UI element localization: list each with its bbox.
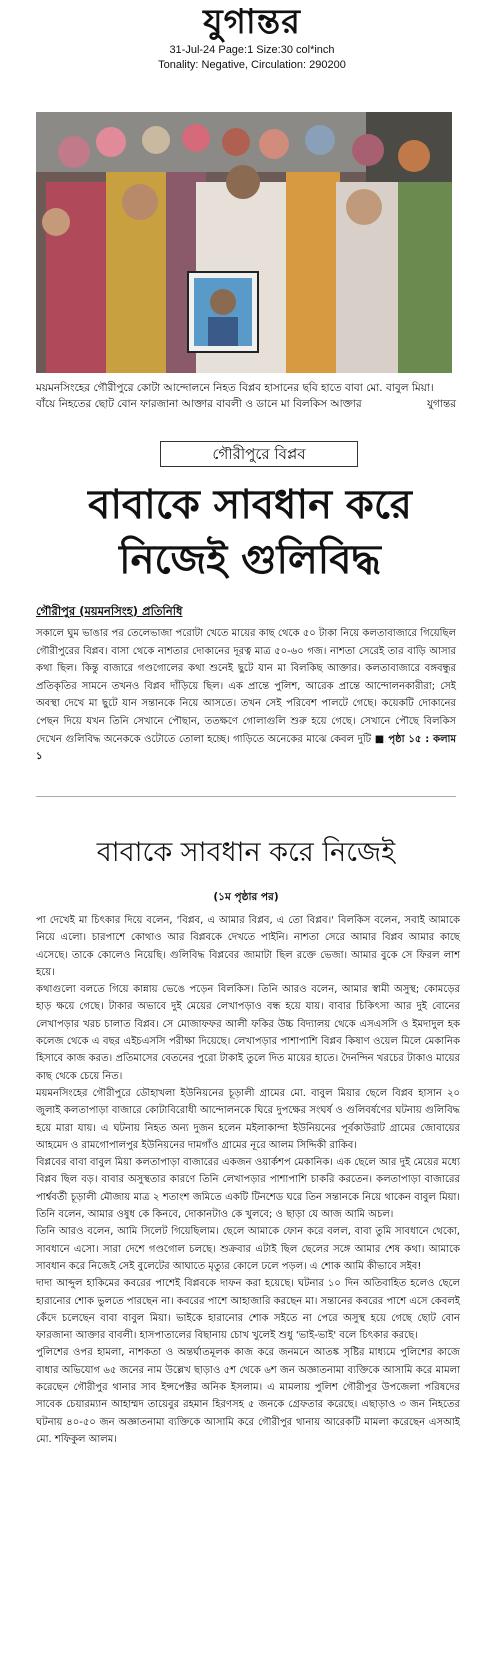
continuation-headline: বাবাকে সাবধান করে নিজেই — [96, 837, 396, 868]
byline: গৌরীপুর (ময়মনসিংহ) প্রতিনিধি — [36, 604, 183, 618]
headline — [30, 478, 470, 588]
paragraph: দাদা আব্দুল হাকিমের কবরের পাশেই বিপ্লবকে দাফন করা হয়েছে। ঘটনার ১০ দিন অতিবাহিত হলেও ছেলে হারানোর শোক ভুলতে পারছেন না। কবরের পাশে আহাজারি করছেন মা। সন্তানের কবরের পাশে এসে কেবলই কেঁদে চলেছেন বাবা বাবুল মিয়া। ভাইকে হারানোর শোক সইতে না পেরে অসুস্থ হয়ে গেছে ছোট বোন ফারজানা আক্তার বাবলী। হাসপাতালের বিছানায় চোখ খুলেই শুধু 'ভাই-ভাই' বলে চিৎকার করছে। — [36, 1278, 460, 1342]
headline-line-2: নিজেই গুলিবিদ্ধ — [119, 537, 381, 583]
article-continuation — [36, 912, 460, 1448]
jump-reference: ■ পৃষ্ঠা ১৫ : কলাম ১ — [36, 733, 457, 763]
paragraph: তিনি আরও বলেন, আমি সিলেট গিয়েছিলাম। ছেলে আমাকে ফোন করে বলল, বাবা তুমি সাবধানে থেকো, সাবধানে এসো। সারা দেশে গণ্ডগোল চলছে। শুক্রবার এটাই ছিল ছেলের সঙ্গে আমার শেষ কথা। আমাকে সাবধান করে নিজেই সেই বুলেটের আঘাতে মৃত্যুর কোলে ঢলে পড়ল। এ শোক আমি কীভাবে সইব! — [36, 1226, 460, 1272]
photo-caption — [36, 380, 456, 412]
paragraph: ময়মনসিংহের গৌরীপুরে ডৌহাখলা ইউনিয়নের চূড়ালী গ্রামের মো. বাবুল মিয়ার ছেলে বিপ্লব হাসান ২০ জুলাই কলতাপাড়া বাজারে কোটাবিরোধী আন্দোলনকে ঘিরে দুপক্ষের সংঘর্ষ ও গুলিবর্ষণের ঘটনায় গুলিবিদ্ধ হয়ে মারা যায়। এ ঘটনায় নিহত অন্য দুজন হলেন মইলাকান্দা ইউনিয়নের পূর্বকাউরাট গ্রামের জোবায়ের আহমেদ ও রামগোপালপুর ইউনিয়নের দামগাঁও গ্রামের নূরে আলম সিদ্দিকী রাকিব। — [36, 1087, 460, 1151]
kicker: গৌরীপুরে বিপ্লব — [160, 441, 358, 467]
headline-line-1: বাবাকে সাবধান করে — [88, 482, 412, 528]
caption-credit: যুগান্তর — [427, 398, 456, 410]
news-photo — [36, 112, 452, 373]
masthead: যুগান্তর — [203, 2, 301, 42]
article-lead — [36, 625, 456, 766]
caption-text: ময়মনসিংহের গৌরীপুরে কোটা আন্দোলনে নিহত বিপ্লব হাসানের ছবি হাতে বাবা মো. বাবুল মিয়া। বাঁয়ে নিহতের ছোট বোন ফারজানা আক্তার বাবলী ও ডানে মা বিলকিস আক্তার — [36, 382, 434, 410]
clipping-meta-size: 31-Jul-24 Page:1 Size:30 col*inch — [169, 44, 335, 56]
paragraph: বিপ্লবের বাবা বাবুল মিয়া কলতাপাড়া বাজারের একজন ওয়ার্কশপ মেকানিক। এক ছেলে আর দুই মেয়ের মধ্যে বিপ্লব ছিল বড়। বাবার অসুস্থতার কারণে তিনি লেখাপড়ার পাশাপাশি চাকরি করতেন। কলতাপাড়া বাজারের পার্শ্ববর্তী চূড়ালী মৌজায় মাত্র ২ শতাংশ জমিতে একটি টিনশেড ঘরে তিন সন্তানকে নিয়ে থাকেন বাবুল মিয়া। তিনি বলেন, আমার ওষুধ কে কিনবে, দোকানটাও কে খুলবে; ও ছাড়া যে আজ আমি অচল। — [36, 1157, 460, 1221]
paragraph: কথাগুলো বলতে গিয়ে কান্নায় ভেঙে পড়েন বিলকিস। তিনি আরও বলেন, আমার স্বামী অসুস্থ; কোমড়ের হাড় ক্ষয়ে গেছে। টাকার অভাবে দুই মেয়ের লেখাপড়াও বন্ধ হয়ে যায়। বাবার চিকিৎসা আর দুই বোনের লেখাপড়ার খরচ চালাত বিপ্লব। সে মোজাফফর আলী ফকির উচ্চ বিদ্যালয় থেকে এসএসসি ও ইমদাদুল হক কলেজ থেকে এ বছর এইচএসসি পরীক্ষা দিয়েছে। লেখাপড়ার পাশাপাশি বিপ্লব কিষাণ ওয়েল মিলে মেকানিক হিসাবে কাজ করত। প্রতিমাসের বেতনের পুরো টাকাই তুলে দিত মায়ের হাতে। দৈনন্দিন খরচের টাকাও মায়ের কাছ থেকে চেয়ে নিত। — [36, 984, 460, 1082]
paragraph: পুলিশের ওপর হামলা, নাশকতা ও অন্তর্ঘাতমূলক কাজ করে জনমনে আতঙ্ক সৃষ্টির মাধ্যমে পুলিশের কাজে বাধার অভিযোগ ৬৫ জনের নাম উল্লেখ ছাড়াও ৫শ থেকে ৬শ জন অজ্ঞাতনামা ব্যক্তিকে আসামি করে মামলা করেছেন গৌরীপুর থানার সাব ইন্সপেক্টর অনিক ইসলাম। এ মামলায় পুলিশ গৌরীপুর উপজেলা পরিষদের সাবেক চেয়ারম্যান আহাম্মদ তায়েবুর রহমান হিরণসহ ৫ জনকে গ্রেফতার করেছে। এছাড়াও ৩ জন নিহতের ঘটনায় ৪০-৫০ জন অজ্ঞাতনামা ব্যক্তিকে আসামি করে গৌরীপুর থানায় আরেকটি মামলা করেছেন এসআই মো. শফিকুল আলম। — [36, 1347, 460, 1445]
continued-from-label: (১ম পৃষ্ঠার পর) — [213, 891, 279, 903]
family-photo-icon — [36, 112, 452, 373]
paragraph: পা দেখেই মা চিৎকার দিয়ে বলেন, 'বিপ্লব, এ আমার বিপ্লব, এ তো বিপ্লব।' বিলকিস বলেন, সবাই আমাকে নিয়ে এলো। চারপাশে কোথাও আর বিপ্লবকে দেখতে পাইনি। নাশতা সেরে আমার বিপ্লব আমার কাছে এসেছে। তাকে কোলেও নিয়েছি। গুলিবিদ্ধ বিপ্লবের জামাটা ছিল রক্তে ভেজা। আমার বুকে সে ফিরল লাশ হয়ে। — [36, 915, 460, 978]
section-divider — [36, 796, 456, 797]
lead-text: সকালে ঘুম ভাঙার পর তেলেভাজা পরোটা খেতে মায়ের কাছ থেকে ৫০ টাকা নিয়ে কলতাবাজারে গিয়েছিল গৌরীপুরের বিপ্লব। বাসা থেকে নাশতার দোকানের দূরত্ব মাত্র ৫০-৬০ গজ। নাশতা সেরেই তার বাড়ি আসার কথা ছিল। কিন্তু বাজারে গণ্ডগোলের কথা শুনেই ছুটে যান মা বিলকিছ আক্তার। কলতাবাজারে বঙ্গবন্ধুর প্রতিকৃতির সামনে তখনও বিপ্লব দাঁড়িয়ে ছিল। এক প্রান্তে পুলিশ, আরেক প্রান্তে আন্দোলনকারীরা; সেই অবস্থা দেখে মা ছুটে যান সন্তানকে নিয়ে আসতে। তখন সেই পরিবেশ পালটে গেছে। কয়েকটি দোকানের পেছন দিয়ে যখন তিনি সেখানে পৌছান, ততক্ষণে গোলাগুলি শুরু হয়ে গেছে। সেখানে পৌছে বিলকিস দেখেন গুলিবিদ্ধ অনেককে ওটোতে তোলা হচ্ছে। গাড়িতে অনেকের মাঝে কেবল দুটি — [36, 628, 456, 745]
clipping-meta-circulation: Tonality: Negative, Circulation: 290200 — [158, 59, 346, 71]
